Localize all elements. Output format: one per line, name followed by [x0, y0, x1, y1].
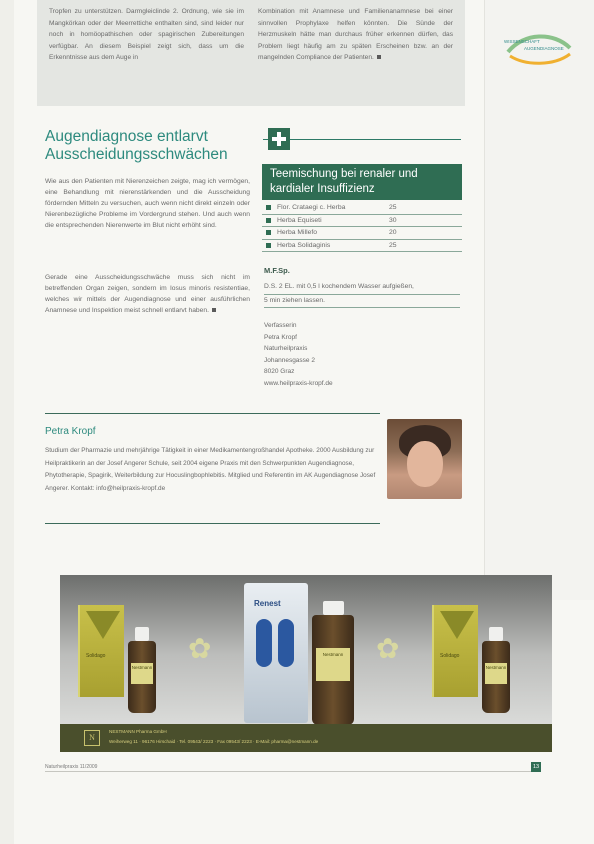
- bullet-square-icon: [266, 218, 271, 223]
- portrait-face: [407, 441, 443, 487]
- author-portrait-photo: [387, 419, 462, 499]
- product-bottle-left: [128, 641, 156, 713]
- tea-recipe-header: Teemischung bei renaler und kardialer Insuffizienz: [262, 164, 462, 200]
- bio-name: Petra Kropf: [45, 426, 96, 437]
- author-label: Verfasserin: [264, 322, 297, 329]
- augendiagnose-logo: [504, 30, 574, 70]
- top-box-column-1: Tropfen zu unterstützen. Darmgleiclinde 2. Ordnung, wie sie im Mangkörkan oder der Meerrettiche enthalten sind, sind leider nur noch in homöopathischen oder spagirischen Zubereitungen verfügbar. An diesem Beispiel zeigt sich, dass um die Erkenntnisse aus dem Auge in: [49, 8, 244, 62]
- renest-brand: Renest: [254, 599, 281, 608]
- bio-text: Studium der Pharmazie und mehrjährige Tätigkeit in einer Medikamentengroßhandel Apotheke. 2000 Ausbildung zur Heilpraktikerin an der Josef Angerer Schule, seit 2004 eigene Praxis mit den Schwerpunkten Augendiagnose, Phytotherapie, Spagirik, Weiterbildung zur Hocuslingbophlebitis. Mitglied und Referentin im AK Augendiagnose Josef Angerer. Kontakt: info@heilpraxis-kropf.de: [45, 447, 376, 492]
- page-margin: [0, 0, 14, 844]
- author-city: 8020 Graz: [264, 368, 295, 376]
- right-margin-strip: [484, 0, 594, 600]
- ad-contact-bar: [60, 724, 552, 752]
- product-box-label: Solidago: [440, 653, 460, 659]
- tea-herb-amount: 20: [389, 229, 397, 237]
- tea-row: [262, 227, 462, 240]
- advertisement-banner[interactable]: [60, 575, 552, 752]
- tea-row: [262, 240, 462, 253]
- end-mark-icon: [212, 308, 216, 312]
- tea-row: [262, 215, 462, 228]
- page-number: 13: [532, 764, 540, 770]
- bullet-square-icon: [266, 243, 271, 248]
- flower-icon: ✿: [188, 633, 212, 664]
- dosage-instructions: [264, 281, 460, 308]
- dosage-line-1: D.S. 2 EL. mit 0,5 l kochendem Wasser aufgießen,: [264, 281, 460, 295]
- bottle-label: Nestmann: [485, 665, 507, 671]
- bullet-square-icon: [266, 230, 271, 235]
- ad-company-name: NESTMANN Pharma GmbH: [109, 729, 167, 734]
- logo-text-bottom: AUGENDIAGNOSE: [524, 46, 564, 51]
- author-website-link[interactable]: www.heilpraxis-kropf.de: [264, 379, 333, 387]
- tea-herb-amount: 30: [389, 216, 397, 224]
- product-bottle-center: [312, 615, 354, 725]
- tea-herb-amount: 25: [389, 241, 397, 249]
- bullet-square-icon: [266, 205, 271, 210]
- continued-article-box: [37, 0, 465, 106]
- renest-product-box: [244, 583, 308, 723]
- author-practice: Naturheilpraxis: [264, 345, 308, 353]
- article-heading: Augendiagnose entlarvt Ausscheidungsschwächen: [45, 128, 228, 163]
- top-box-column-2-text: Kombination mit Anamnese und Familienanamnese bei einer sinnvollen Prophylaxe helfen könnten. Die Sünde der Herzmuskeln hätte man durchaus früher erkennen dürfen, das Problem liegt häufig am zu späten Erscheinen bzw. an der mangelnden Compliance der Patienten.: [258, 8, 453, 62]
- bottle-label: Nestmann: [131, 665, 153, 671]
- top-box-column-2: [258, 6, 453, 100]
- article-paragraph-2: [45, 272, 250, 316]
- plus-cross-icon: [268, 128, 290, 150]
- tea-herb-name: Herba Equiseti: [277, 216, 322, 224]
- product-bottle-right: [482, 641, 510, 713]
- product-box-left: [78, 605, 124, 697]
- end-mark-icon: [377, 55, 381, 59]
- product-box-right: [432, 605, 478, 697]
- tea-row: [262, 202, 462, 215]
- kidney-icon: [256, 619, 272, 667]
- bio-divider-top: [45, 413, 380, 414]
- author-name: Petra Kropf: [264, 333, 297, 341]
- author-street: Johannesgasse 2: [264, 356, 315, 364]
- divider-line: [263, 139, 461, 140]
- bottle-label: Nestmann: [322, 651, 344, 657]
- kidney-icon: [278, 619, 294, 667]
- footer-rule: [45, 771, 535, 772]
- author-contact-block: [264, 320, 333, 390]
- flower-icon: ✿: [376, 633, 400, 664]
- tea-herb-name: Herba Solidaginis: [277, 241, 331, 249]
- tea-herb-amount: 25: [389, 204, 397, 212]
- article-paragraph-2-text: Gerade eine Ausscheidungsschwäche muss sich nicht im betreffenden Organ zeigen, sondern im Iosus minoris resistentiae, welches wir mittels der Augendiagnose und einer ausführlichen Anamnese und Inspektion meist schnell entlarvt haben.: [45, 274, 250, 314]
- footer-issue: Naturheilpraxis 11/2009: [45, 764, 98, 770]
- nestmann-logo-icon: N: [84, 730, 100, 746]
- article-paragraph-1: Wie aus den Patienten mit Nierenzeichen zeigte, mag ich vermögen, eine Behandlung mit nierenstärkenden und die Ausscheidung fördernden Mitteln zu versuchen, auch wenn nicht direkt einzeln oder Nierenbezügliche Probleme im Vordergrund stehen. Und auch wenn die entsprechenden Nierenwerte im Blut nicht erhöht sind.: [45, 178, 250, 229]
- tea-herb-name: Herba Millefo: [277, 229, 318, 237]
- tea-herb-name: Flor. Crataegi c. Herba: [277, 204, 346, 212]
- product-box-label: Solidago: [86, 653, 106, 659]
- bio-divider-bottom: [45, 523, 380, 524]
- dosage-line-2: 5 min ziehen lassen.: [264, 295, 460, 309]
- logo-text-top: WISSENSCHAFT: [504, 39, 540, 44]
- ad-contact-details: Weiherweg 11 · 96176 Hirschaid · Tel. 09543/ 2223 · Fax 09543/ 2223 · E-Mail: pharma@nestmann.de: [109, 739, 319, 744]
- tea-recipe-table: [262, 202, 462, 252]
- recipe-instruction-label: M.F.Sp.: [264, 266, 290, 275]
